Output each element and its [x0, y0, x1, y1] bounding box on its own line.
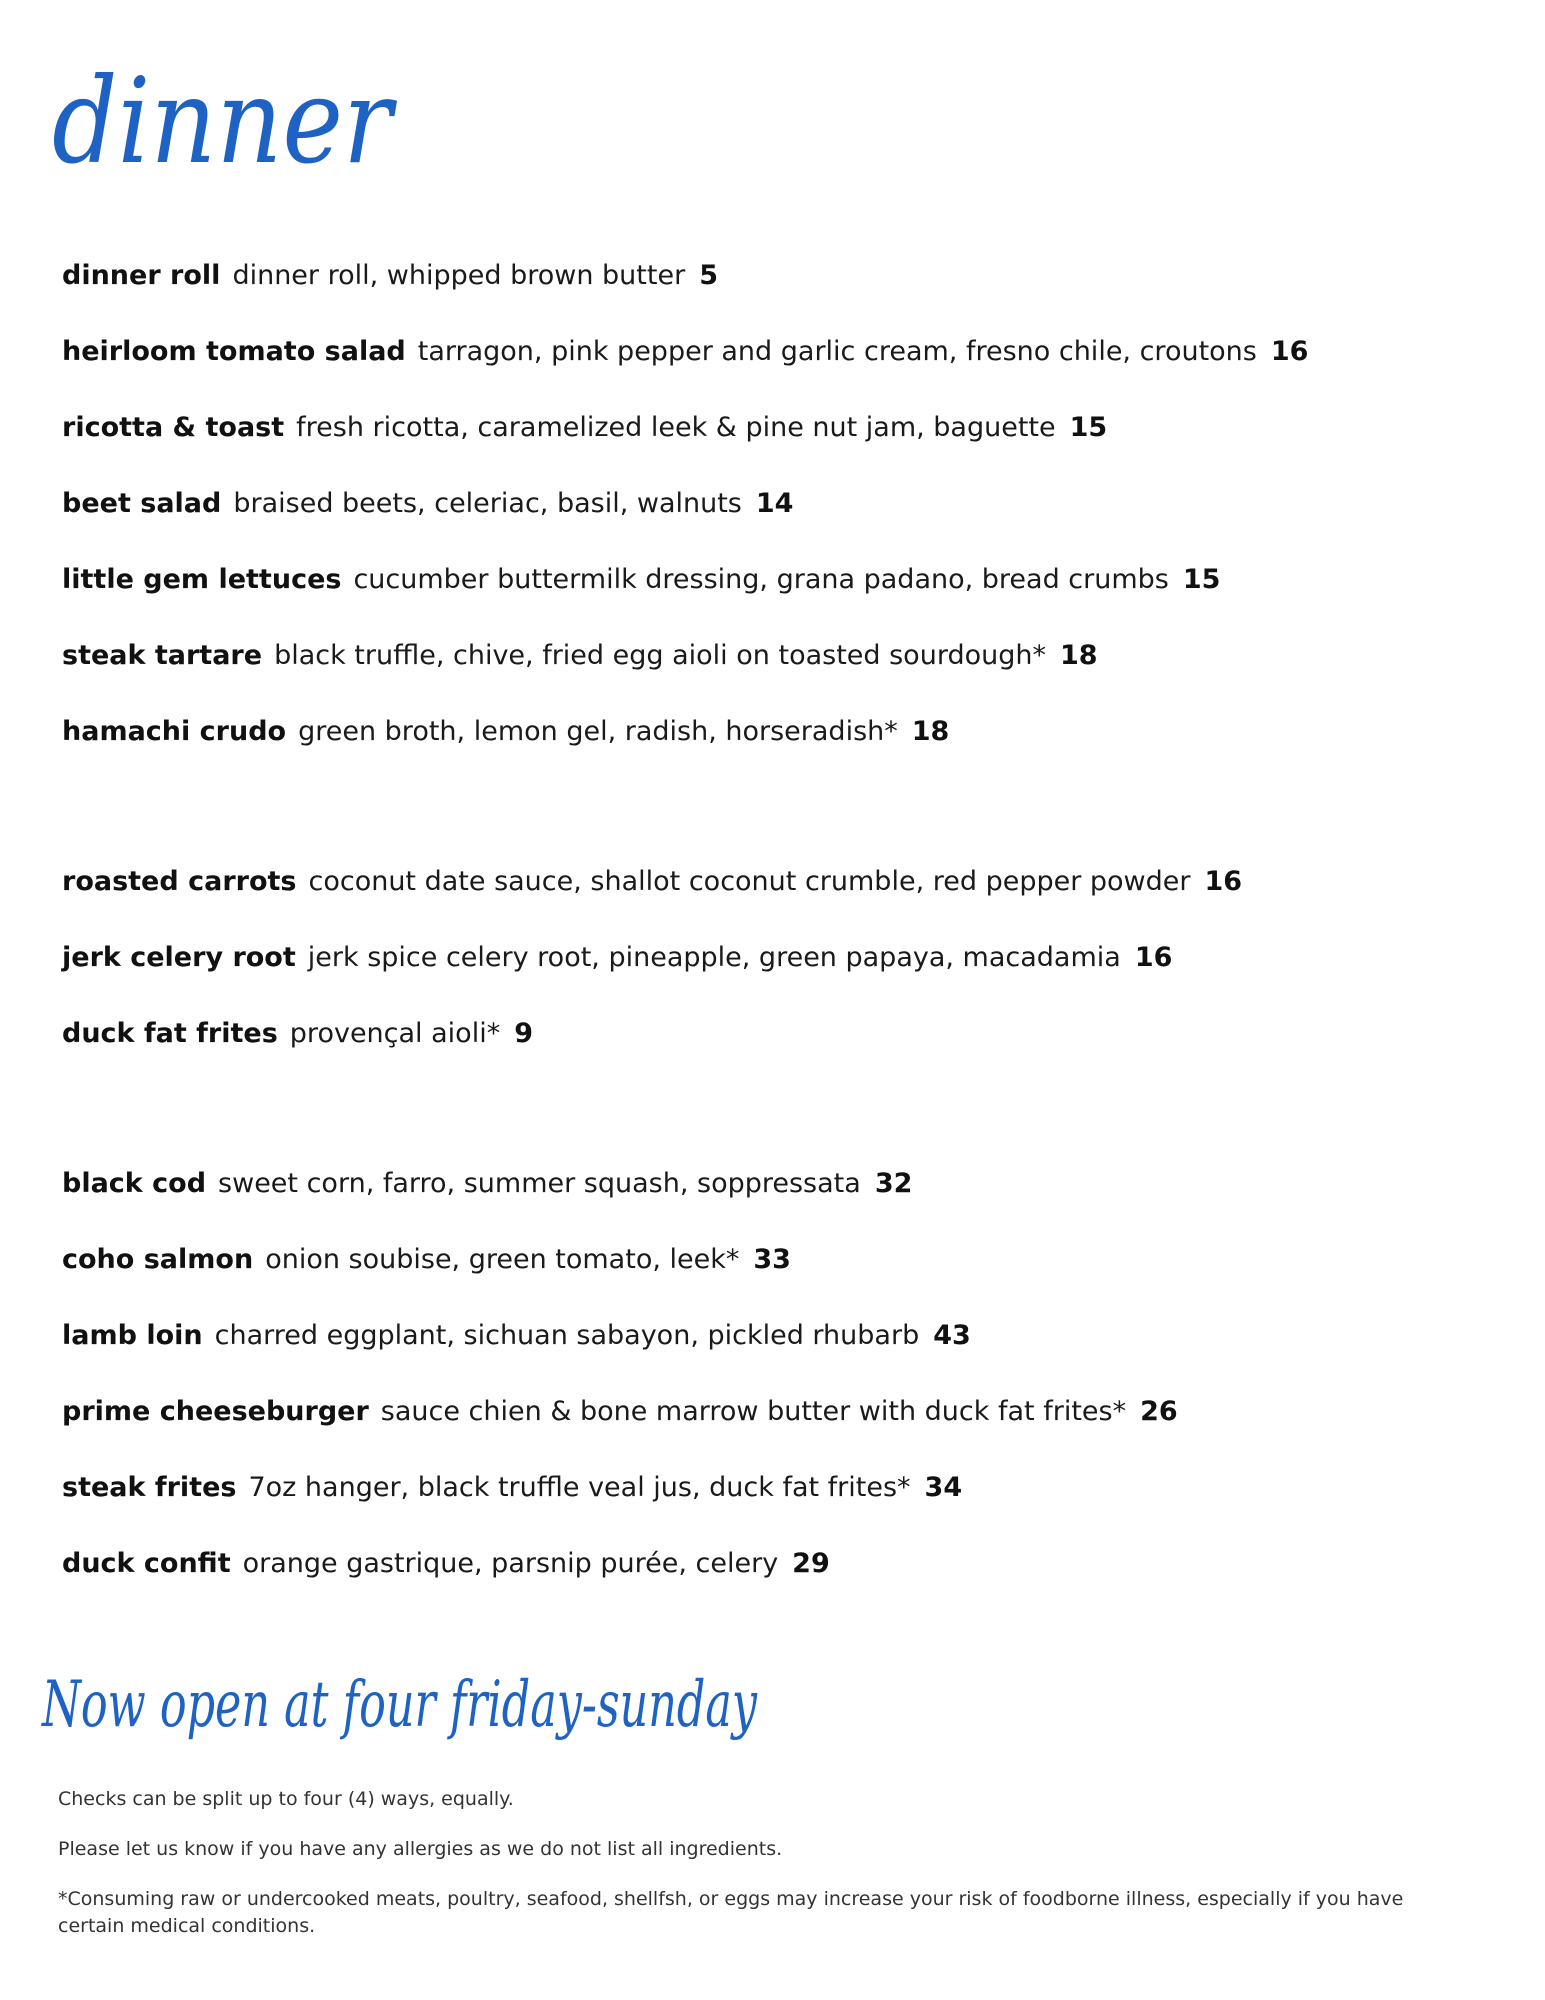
menu-item	[62, 1394, 1502, 1430]
item-name: little gem lettuces	[62, 564, 342, 595]
item-name: steak tartare	[62, 640, 263, 671]
menu-item	[62, 638, 1502, 674]
item-price: 9	[514, 1018, 534, 1049]
item-name: hamachi crudo	[62, 716, 287, 747]
tagline-text: Now open at four friday-sunday	[40, 1668, 758, 1742]
item-name: duck confit	[62, 1548, 231, 1579]
item-name: beet salad	[62, 488, 222, 519]
menu-item	[62, 410, 1502, 446]
item-name: prime cheeseburger	[62, 1396, 369, 1427]
item-name: steak frites	[62, 1472, 237, 1503]
menu-list	[62, 258, 1502, 1622]
item-price: 16	[1134, 942, 1173, 973]
menu-item	[62, 258, 1502, 294]
menu-item	[62, 1166, 1502, 1202]
menu-item	[62, 864, 1502, 900]
menu-item	[62, 1242, 1502, 1278]
menu-item	[62, 486, 1502, 522]
item-description: onion soubise, green tomato, leek*	[265, 1244, 740, 1275]
menu-item	[62, 1470, 1502, 1506]
item-name: lamb loin	[62, 1320, 203, 1351]
item-description: charred eggplant, sichuan sabayon, pickled rhubarb	[214, 1320, 920, 1351]
menu-item	[62, 1546, 1502, 1582]
item-price: 16	[1204, 866, 1243, 897]
item-price: 26	[1140, 1396, 1178, 1427]
item-price: 16	[1270, 336, 1309, 367]
item-description: 7oz hanger, black truffle veal jus, duck fat frites*	[248, 1472, 911, 1503]
item-description: braised beets, celeriac, basil, walnuts	[233, 488, 742, 519]
item-description: coconut date sauce, shallot coconut crumble, red pepper powder	[308, 866, 1191, 897]
item-name: duck fat frites	[62, 1018, 278, 1049]
item-price: 14	[755, 488, 794, 519]
item-description: provençal aioli*	[289, 1018, 501, 1049]
menu-item	[62, 714, 1502, 750]
item-name: coho salmon	[62, 1244, 254, 1275]
item-price: 18	[911, 716, 950, 747]
footer-notes	[58, 1786, 1438, 1963]
item-name: heirloom tomato salad	[62, 336, 406, 367]
item-name: ricotta & toast	[62, 412, 285, 443]
title-text: dinner	[52, 52, 398, 190]
note-allergies: Please let us know if you have any allergies as we do not list all ingredients.	[58, 1838, 783, 1860]
item-description: sauce chien & bone marrow butter with duck fat frites*	[380, 1396, 1127, 1427]
item-name: roasted carrots	[62, 866, 297, 897]
item-name: jerk celery root	[62, 942, 296, 973]
menu-item	[62, 334, 1502, 370]
item-price: 32	[874, 1168, 913, 1199]
menu-item	[62, 1016, 1502, 1052]
item-description: fresh ricotta, caramelized leek & pine nut jam, baguette	[296, 412, 1056, 443]
note-consumer-advisory: *Consuming raw or undercooked meats, poultry, seafood, shellfsh, or eggs may increase your risk of foodborne illness, especially if you have certain medical conditions.	[58, 1888, 1404, 1937]
tagline-script	[42, 1626, 782, 1766]
item-price: 29	[792, 1548, 830, 1579]
item-name: black cod	[62, 1168, 207, 1199]
item-description: orange gastrique, parsnip purée, celery	[242, 1548, 779, 1579]
menu-item	[62, 940, 1502, 976]
page-title	[52, 40, 412, 190]
item-description: dinner roll, whipped brown butter	[232, 260, 686, 291]
item-price: 43	[933, 1320, 971, 1351]
tagline	[42, 1626, 782, 1766]
item-description: sweet corn, farro, summer squash, soppressata	[218, 1168, 861, 1199]
item-description: jerk spice celery root, pineapple, green papaya, macadamia	[307, 942, 1121, 973]
item-name: dinner roll	[62, 260, 221, 291]
item-price: 15	[1069, 412, 1108, 443]
note-split-checks: Checks can be split up to four (4) ways, equally.	[58, 1788, 514, 1810]
item-description: black truffle, chive, fried egg aioli on toasted sourdough*	[274, 640, 1046, 671]
item-price: 34	[924, 1472, 963, 1503]
item-price: 33	[753, 1244, 791, 1275]
item-description: green broth, lemon gel, radish, horseradish*	[298, 716, 898, 747]
item-description: cucumber buttermilk dressing, grana padano, bread crumbs	[353, 564, 1169, 595]
item-price: 18	[1059, 640, 1098, 671]
menu-item	[62, 1318, 1502, 1354]
item-description: tarragon, pink pepper and garlic cream, fresno chile, croutons	[417, 336, 1257, 367]
item-price: 15	[1182, 564, 1221, 595]
menu-item	[62, 562, 1502, 598]
item-price: 5	[699, 260, 718, 291]
title-script	[52, 40, 412, 190]
